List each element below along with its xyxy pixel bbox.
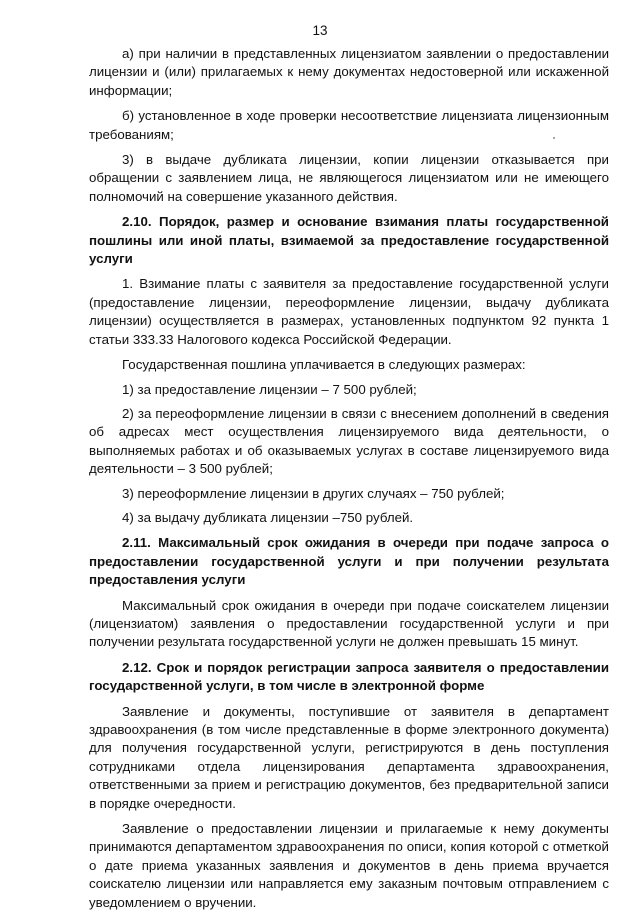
- fee-item-3: 3) переоформление лицензии в других случаях – 750 рублей;: [122, 485, 505, 501]
- fee-item-2: 2) за переоформление лицензии в связи с внесением дополнений в сведения об адресах мест осуществления лицензируемого вида деятельности, о выполняемых работах и об оказываемых услугах в составе лицензируемого вида деятельности – 3 500 рублей;: [89, 405, 609, 477]
- scan-speck: [553, 137, 555, 139]
- paragraph-a: а) при наличии в представленных лицензиатом заявлении о предоставлении лицензии и (или) прилагаемых к нему документах недостоверной или искаженной информации;: [89, 46, 609, 98]
- section-heading-2-12: 2.12. Срок и порядок регистрации запроса заявителя о предоставлении государственной услуги, в том числе в электронной форме: [89, 659, 609, 694]
- paragraph-queue-time: Максимальный срок ожидания в очереди при подаче соискателем лицензии (лицензиатом) заявления о предоставлении государственной услуги и при получении результата государственной услуги не должен превышать 15 минут.: [89, 597, 609, 650]
- paragraph-3-duplicate-refusal: 3) в выдаче дубликата лицензии, копии лицензии отказывается при обращении с заявлением лица, не являющегося лицензиатом или не имеющего полномочий на совершение указанного действия.: [89, 152, 609, 204]
- fee-item-4: 4) за выдачу дубликата лицензии –750 рублей.: [122, 509, 414, 525]
- section-heading-2-11: 2.11. Максимальный срок ожидания в очереди при подаче запроса о предоставлении государственной услуги и при получении результата предоставления услуги: [89, 535, 609, 588]
- paragraph-registration: Заявление и документы, поступившие от заявителя в департамент здравоохранения (в том числе представленные в форме электронного документа) для получения государственной услуги, регистрируются в день поступления сотрудниками отдела лицензирования департамента здравоохранения, ответственными за прием и регистрацию документов, без предварительной записи в порядке очередности.: [89, 703, 609, 811]
- paragraph-acceptance: Заявление о предоставлении лицензии и прилагаемые к нему документы принимаются департаментом здравоохранения по описи, копия которой с отметкой о дате приема указанных заявления и документов в день приема вручается соискателю лицензии или направляется ему заказным почтовым отправлением с уведомлением о вручении.: [89, 821, 609, 910]
- paragraph-b: б) установленное в ходе проверки несоответствие лицензиата лицензионным требованиям;: [89, 108, 609, 142]
- fee-item-1: 1) за предоставление лицензии – 7 500 рублей;: [122, 381, 417, 397]
- section-heading-2-10: 2.10. Порядок, размер и основание взимания платы государственной пошлины или иной платы, взимаемой за предоставление государственной услуги: [89, 214, 609, 267]
- document-body: [89, 45, 609, 919]
- paragraph-fee-basis: 1. Взимание платы с заявителя за предоставление государственной услуги (предоставление лицензии, переоформление лицензии, выдачу дубликата лицензии) осуществляется в размерах, установленных подпунктом 92 пункта 1 статьи 333.33 Налогового кодекса Российской Федерации.: [89, 276, 609, 347]
- page-number: 13: [312, 23, 328, 38]
- paragraph-fee-intro: Государственная пошлина уплачивается в следующих размерах:: [122, 357, 526, 373]
